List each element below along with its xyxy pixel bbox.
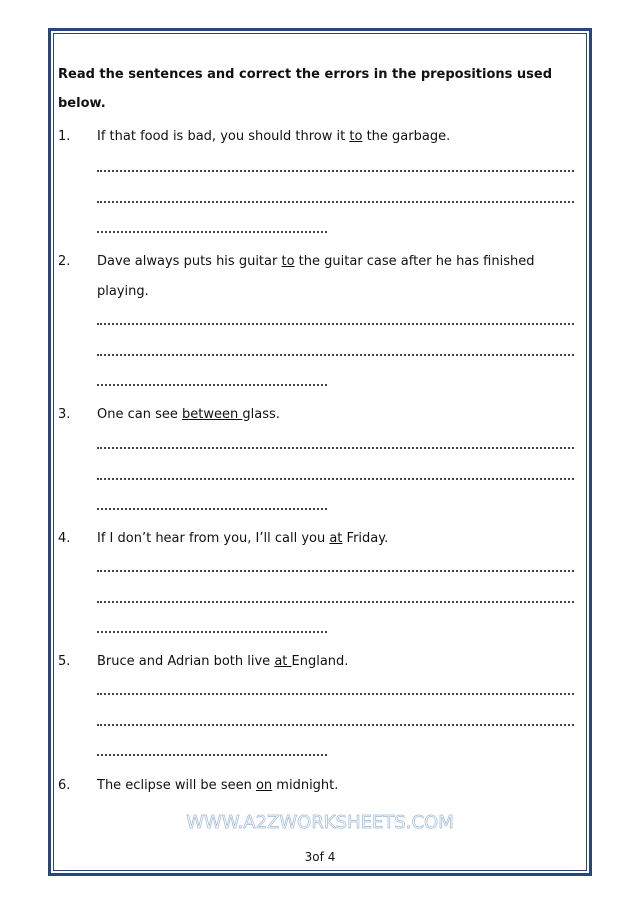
question-sentence bbox=[97, 254, 534, 270]
underlined-error: on bbox=[255, 778, 273, 793]
question-number: 1. bbox=[58, 129, 71, 144]
answer-line[interactable] bbox=[97, 384, 327, 386]
watermark: WWW.A2ZWORKSHEETS.COM bbox=[186, 812, 454, 833]
answer-line[interactable] bbox=[97, 323, 574, 325]
sentence-text: One can see bbox=[97, 407, 182, 422]
answer-line[interactable] bbox=[97, 570, 574, 572]
answer-line[interactable] bbox=[97, 508, 327, 510]
underlined-error: at bbox=[274, 654, 292, 669]
page-border-inner bbox=[53, 33, 587, 871]
question-sentence bbox=[97, 407, 280, 423]
sentence-text: Bruce and Adrian both live bbox=[97, 654, 275, 669]
sentence-text: midnight. bbox=[272, 778, 339, 793]
question-sentence bbox=[97, 778, 338, 794]
answer-line[interactable] bbox=[97, 170, 574, 172]
sentence-text: glass. bbox=[242, 407, 280, 422]
instructions-line-1: Read the sentences and correct the errors in the prepositions used bbox=[58, 67, 553, 82]
instructions-line-2: below. bbox=[58, 96, 106, 111]
sentence-text: the guitar case after he has finished bbox=[294, 254, 535, 269]
sentence-text: England. bbox=[291, 654, 349, 669]
page-number: 3of 4 bbox=[304, 850, 336, 864]
answer-line[interactable] bbox=[97, 724, 574, 726]
answer-line[interactable] bbox=[97, 754, 327, 756]
answer-line[interactable] bbox=[97, 231, 327, 233]
underlined-error: to bbox=[349, 129, 363, 144]
sentence-text: Friday. bbox=[342, 531, 389, 546]
answer-line[interactable] bbox=[97, 201, 574, 203]
underlined-error: to bbox=[281, 254, 295, 269]
sentence-text: the garbage. bbox=[362, 129, 451, 144]
question-sentence bbox=[97, 129, 450, 145]
question-sentence bbox=[97, 531, 388, 547]
sentence-text: Dave always puts his guitar bbox=[97, 254, 282, 269]
question-number: 4. bbox=[58, 531, 71, 546]
answer-line[interactable] bbox=[97, 478, 574, 480]
answer-line[interactable] bbox=[97, 601, 574, 603]
answer-line[interactable] bbox=[97, 631, 327, 633]
sentence-text: If that food is bad, you should throw it bbox=[97, 129, 350, 144]
answer-line[interactable] bbox=[97, 447, 574, 449]
question-continuation: playing. bbox=[97, 284, 149, 299]
question-number: 2. bbox=[58, 254, 71, 269]
sentence-text: The eclipse will be seen bbox=[97, 778, 256, 793]
question-number: 6. bbox=[58, 778, 71, 793]
question-number: 3. bbox=[58, 407, 71, 422]
sentence-text: If I don’t hear from you, I’ll call you bbox=[97, 531, 330, 546]
answer-line[interactable] bbox=[97, 354, 574, 356]
answer-line[interactable] bbox=[97, 693, 574, 695]
question-number: 5. bbox=[58, 654, 71, 669]
underlined-error: at bbox=[329, 531, 343, 546]
question-sentence bbox=[97, 654, 348, 670]
underlined-error: between bbox=[182, 407, 243, 422]
